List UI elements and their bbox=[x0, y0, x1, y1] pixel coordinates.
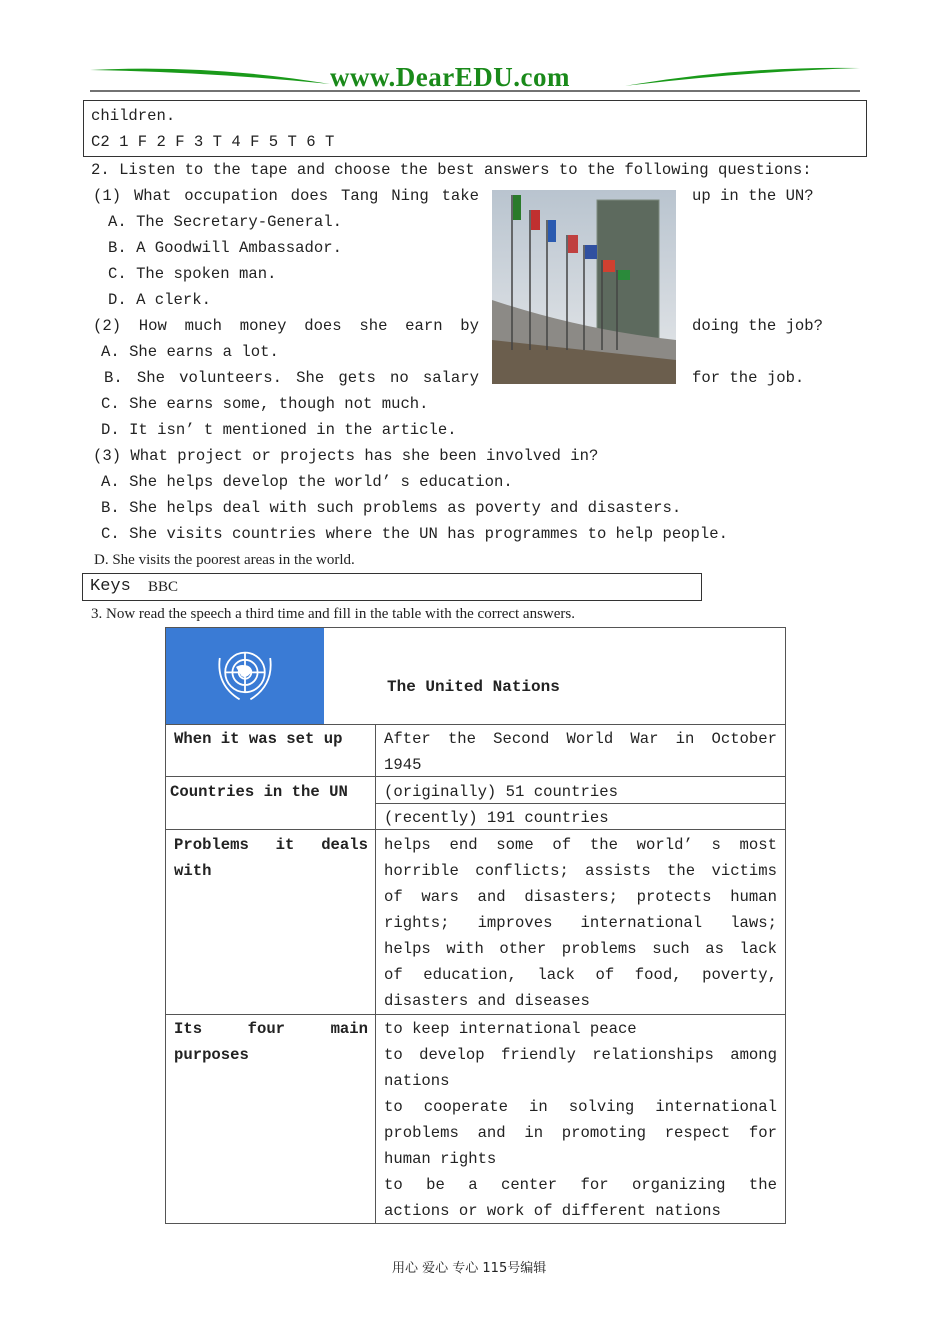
option: D. A clerk. bbox=[108, 291, 211, 309]
question-1-cont: up in the UN? bbox=[692, 187, 814, 205]
option: D. She visits the poorest areas in the world. bbox=[94, 552, 355, 568]
question-2-cont: doing the job? bbox=[692, 317, 824, 335]
row-value: helps with other problems such as lack bbox=[384, 940, 777, 958]
option: B. A Goodwill Ambassador. bbox=[108, 239, 342, 257]
row-value: helps end some of the world’ s most bbox=[384, 836, 777, 854]
row-value: horrible conflicts; assists the victims bbox=[384, 862, 777, 880]
page-footer: 用心 爱心 专心 115号编辑 bbox=[392, 1261, 547, 1276]
row-value: of education, lack of food, poverty, bbox=[384, 966, 777, 984]
row-value: to cooperate in solving international bbox=[384, 1098, 777, 1116]
table-title: The United Nations bbox=[387, 678, 560, 696]
row-value: actions or work of different nations bbox=[384, 1202, 721, 1220]
row-label: with bbox=[174, 862, 212, 880]
row-value: to develop friendly relationships among bbox=[384, 1046, 777, 1064]
row-label: Its four main bbox=[174, 1020, 368, 1038]
question-2: (2) How much money does she earn by bbox=[93, 317, 479, 335]
row-value: problems and in promoting respect for bbox=[384, 1124, 777, 1142]
option: A. She helps develop the world’ s education. bbox=[101, 473, 513, 491]
row-label: Problems it deals bbox=[174, 836, 368, 854]
answer-line: children. bbox=[91, 107, 176, 125]
row-value: (originally) 51 countries bbox=[384, 783, 618, 801]
un-flag bbox=[166, 628, 324, 724]
answer-key-line: C2 1 F 2 F 3 T 4 F 5 T 6 T bbox=[91, 133, 335, 151]
question-3: (3) What project or projects has she been involved in? bbox=[93, 447, 599, 465]
row-value: 1945 bbox=[384, 756, 422, 774]
row-value: rights; improves international laws; bbox=[384, 914, 777, 932]
row-value: to keep international peace bbox=[384, 1020, 637, 1038]
row-value: After the Second World War in October bbox=[384, 730, 777, 748]
keys-value: BBC bbox=[148, 579, 179, 595]
row-value: of wars and disasters; protects human bbox=[384, 888, 777, 906]
option: A. The Secretary-General. bbox=[108, 213, 342, 231]
option: B. She helps deal with such problems as poverty and disasters. bbox=[101, 499, 682, 517]
row-value: (recently) 191 countries bbox=[384, 809, 609, 827]
un-headquarters-photo bbox=[492, 190, 676, 384]
row-value: disasters and diseases bbox=[384, 992, 590, 1010]
option: D. It isn’ t mentioned in the article. bbox=[101, 421, 457, 439]
option: C. She earns some, though not much. bbox=[101, 395, 429, 413]
option: B. She volunteers. She gets no salary bbox=[104, 369, 479, 387]
keys-label: Keys bbox=[90, 577, 131, 596]
section3-title: 3. Now read the speech a third time and fill in the table with the correct answers. bbox=[91, 606, 575, 622]
row-label: When it was set up bbox=[174, 730, 343, 748]
row-label: Countries in the UN bbox=[170, 783, 348, 801]
site-logo-text[interactable]: www.DearEDU.com bbox=[330, 62, 570, 92]
un-table bbox=[165, 627, 786, 1224]
row-value: nations bbox=[384, 1072, 450, 1090]
row-value: human rights bbox=[384, 1150, 497, 1168]
question-1: (1) What occupation does Tang Ning take bbox=[93, 187, 479, 205]
option: C. She visits countries where the UN has programmes to help people. bbox=[101, 525, 728, 543]
option: A. She earns a lot. bbox=[101, 343, 279, 361]
un-emblem-icon bbox=[206, 640, 284, 712]
row-value: to be a center for organizing the bbox=[384, 1176, 777, 1194]
row-label: purposes bbox=[174, 1046, 249, 1064]
section2-title: 2. Listen to the tape and choose the best answers to the following questions: bbox=[91, 161, 812, 179]
option: C. The spoken man. bbox=[108, 265, 277, 283]
option-cont: for the job. bbox=[692, 369, 805, 387]
